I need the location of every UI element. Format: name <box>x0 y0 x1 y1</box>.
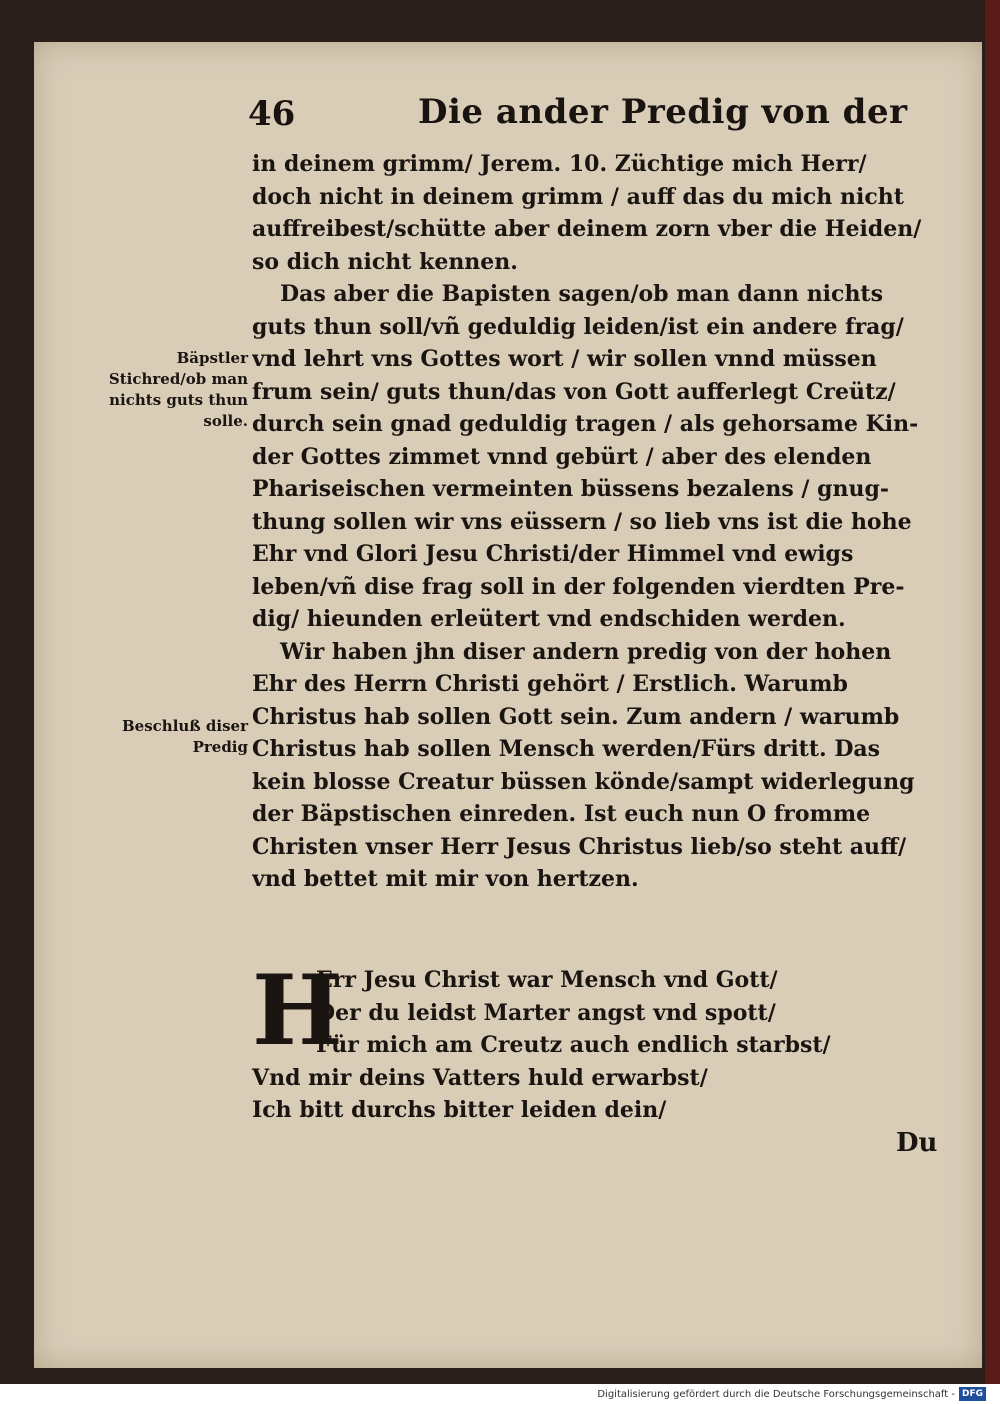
text-line: kein blosse Creatur büssen könde/sampt widerlegung <box>252 768 915 795</box>
running-title: Die ander Predig von der <box>418 92 908 132</box>
margin-note-beschluss: Beschluß diser Predig <box>121 717 248 756</box>
body-text <box>252 148 924 896</box>
text-line: Christus hab sollen Mensch werden/Fürs dritt. Das <box>252 736 881 762</box>
text-line: Ehr vnd Glori Jesu Christi/der Himmel vnd ewigs <box>252 541 854 567</box>
text-line: doch nicht in deinem grimm / auff das du mich nicht <box>252 183 904 210</box>
hymn-line: Der du leidst Marter angst vnd spott/ <box>316 999 776 1026</box>
text-line: der Bäpstischen einreden. Ist euch nun O fromme <box>252 801 871 827</box>
catchword: Du <box>896 1128 938 1158</box>
text-line: der Gottes zimmet vnnd gebürt / aber des elenden <box>252 443 872 470</box>
text-line: Christen vnser Herr Jesus Christus lieb/so steht auff/ <box>252 833 907 860</box>
text-line: so dich nicht kennen. <box>252 248 518 275</box>
dfg-logo: DFG <box>959 1387 986 1401</box>
footer-credit-text: Digitalisierung gefördert durch die Deutsche Forschungsgemeinschaft - <box>597 1388 955 1400</box>
drop-cap-initial: H <box>252 954 343 1067</box>
text-line: Das aber die Bapisten sagen/ob man dann nichts <box>280 281 883 307</box>
margin-note-stichred: Bäpstler Stichred/ob man nichts guts thun solle. <box>108 349 248 430</box>
text-line: Ehr des Herrn Christi gehört / Erstlich. Warumb <box>252 671 848 697</box>
hymn-verse <box>252 954 892 1127</box>
text-line: auffreibest/schütte aber deinem zorn vber die Heiden/ <box>252 216 922 242</box>
text-line: Phariseischen vermeinten büssens bezalens / gnug- <box>252 476 890 502</box>
book-spine-edge <box>985 0 1000 1384</box>
text-line: leben/vñ dise frag soll in der folgenden vierdten Pre- <box>252 573 905 600</box>
text-line: in deinem grimm/ Jerem. 10. Züchtige mich Herr/ <box>252 151 867 177</box>
hymn-line: Vnd mir deins Vatters huld erwarbst/ <box>252 1064 708 1091</box>
footer-credit <box>597 1386 986 1402</box>
text-line: dig/ hieunden erleütert vnd endschiden werden. <box>252 606 846 632</box>
page-header <box>248 88 908 138</box>
text-line: vnd lehrt vns Gottes wort / wir sollen vnnd müssen <box>252 346 877 372</box>
page-number: 46 <box>248 94 296 134</box>
text-line: Wir haben jhn diser andern predig von der hohen <box>280 638 892 665</box>
text-line: guts thun soll/vñ geduldig leiden/ist ein andere frag/ <box>252 313 904 340</box>
hymn-line: Für mich am Creutz auch endlich starbst/ <box>316 1032 831 1058</box>
text-line: vnd bettet mit mir von hertzen. <box>252 866 639 892</box>
text-line: frum sein/ guts thun/das von Gott aufferlegt Creütz/ <box>252 378 896 405</box>
hymn-line: Ich bitt durchs bitter leiden dein/ <box>252 1097 667 1123</box>
text-line: thung sollen wir vns eüssern / so lieb vns ist die hohe <box>252 508 912 535</box>
hymn-line: Err Jesu Christ war Mensch vnd Gott/ <box>316 967 778 993</box>
text-line: durch sein gnad geduldig tragen / als gehorsame Kin- <box>252 411 919 437</box>
text-line: Christus hab sollen Gott sein. Zum andern / warumb <box>252 703 900 730</box>
